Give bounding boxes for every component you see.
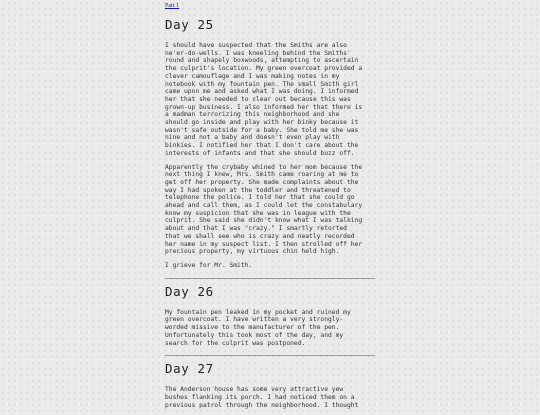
journal-entry [165, 362, 377, 409]
journal-entry [165, 18, 377, 270]
entry-paragraph: The Anderson house has some very attractive yew bushes flanking its porch. I had noticed them on a previous patrol through the neighborhood. I thought [165, 386, 359, 409]
entry-divider [165, 355, 375, 356]
journal-entry [165, 285, 377, 348]
entry-paragraph: I should have suspected that the Smiths are also ne'er-do-wells. I was kneeling behind the Smiths' round and shapely boxwoods, attempting to ascertain the culprit's location. My green overcoat provided a clever camouflage and I was making notes in my notebook with my fountain pen. The small Smith girl came upon me and asked what I was doing. I informed her that she needed to clear out because this was grown-up business. I also informed her that there is a madman terrorizing this neighborhood and she should go inside and play with her binky because it wasn't safe outside for a baby. She told me she was nine and not a baby and doesn't even play with binkies. I notified her that I don't care about the interests of infants and that she should buzz off. [165, 42, 363, 157]
entry-divider [165, 278, 375, 279]
entry-paragraph: My fountain pen leaked in my pocket and ruined my green overcoat. I have written a very strongly- worded missive to the manufacturer of the pen. Unfortunately this took most of the day, and my search for the culprit was postponed. [165, 308, 351, 347]
journal-page [165, 2, 377, 415]
entry-paragraph: I grieve for Mr. Smith. [165, 261, 253, 269]
entry-title: Day 27 [165, 361, 214, 377]
part-link[interactable]: Part 1 [165, 3, 180, 9]
entry-title: Day 26 [165, 283, 214, 299]
entry-paragraph: Apparently the crybaby whined to her mom because the next thing I knew, Mrs. Smith came roaring at me to get off her property. She made complaints about the way I had spoken at the toddler and threatened to telephone the police. I told her that she could go ahead and call them, as I could let the constabulary know my suspicion that she was in league with the culprit. She said she didn't know what I was talking about and that I was "crazy." I smartly retorted that we shall see who is crazy and neatly recorded her name in my suspect list. I then strolled off her precious property, my virtuous chin held high. [165, 163, 363, 256]
entry-title: Day 25 [165, 17, 214, 32]
